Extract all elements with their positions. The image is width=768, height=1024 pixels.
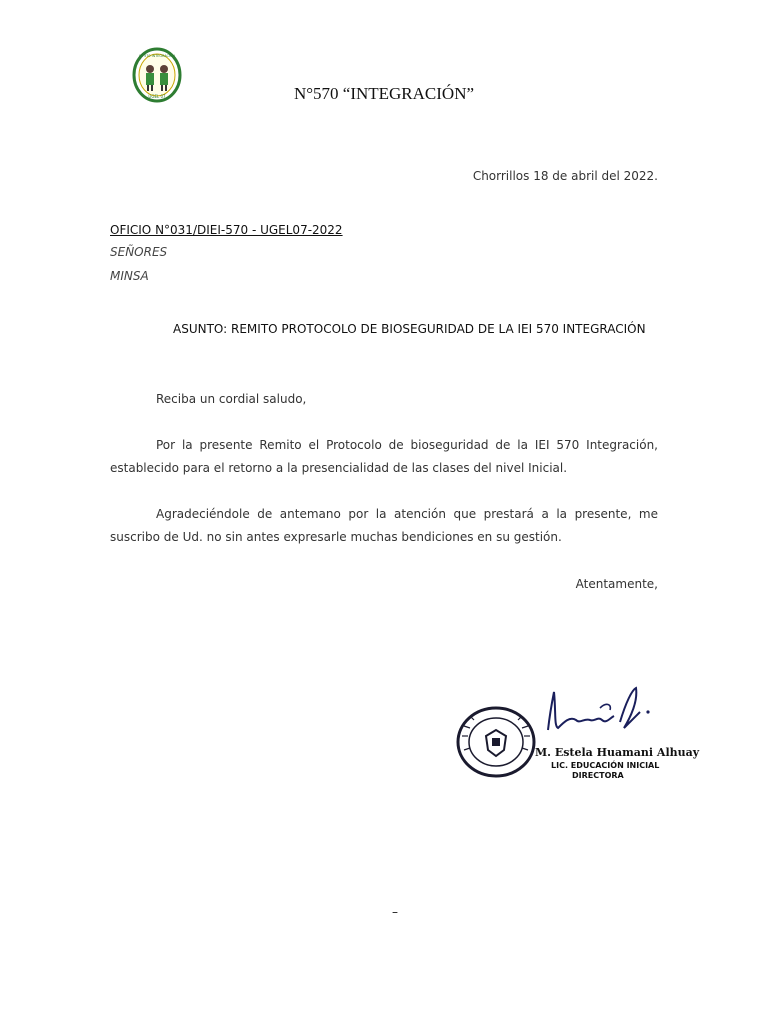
recipient-line-2: MINSA [110, 269, 149, 283]
letter-reference: OFICIO N°031/DIEI-570 - UGEL07-2022 [110, 223, 343, 237]
logo-top-text: IEI 570 INTEGRACIÓN [138, 54, 176, 58]
greeting: Reciba un cordial saludo, [156, 392, 307, 406]
logo-bottom-text: UGEL 07 [148, 94, 166, 99]
recipient-line-1: SEÑORES [110, 245, 168, 259]
page-mark: – [392, 905, 398, 919]
letter-date: Chorrillos 18 de abril del 2022. [472, 169, 658, 183]
body-paragraph-2: Agradeciéndole de antemano por la atención que prestará a la presente, me suscribo de Ud. no sin antes expresarle muchas bendiciones en su gestión. [110, 507, 658, 544]
document-title: N°570 “INTEGRACIÓN” [293, 84, 475, 103]
signatory-role: DIRECTORA [572, 771, 624, 780]
official-seal-icon [456, 706, 536, 778]
body-paragraph-1: Por la presente Remito el Protocolo de bioseguridad de la IEI 570 Integración, establecido para el retorno a la presencialidad de las clases del nivel Inicial. [110, 438, 658, 475]
closing: Atentamente, [575, 577, 658, 591]
letter-subject: ASUNTO: REMITO PROTOCOLO DE BIOSEGURIDAD DE LA IEI 570 INTEGRACIÓN [173, 322, 646, 336]
signatory-name: M. Estela Huamani Alhuay [535, 746, 700, 759]
signatory-degree: LIC. EDUCACIÓN INICIAL [551, 761, 660, 770]
handwritten-signature-icon [540, 682, 660, 748]
